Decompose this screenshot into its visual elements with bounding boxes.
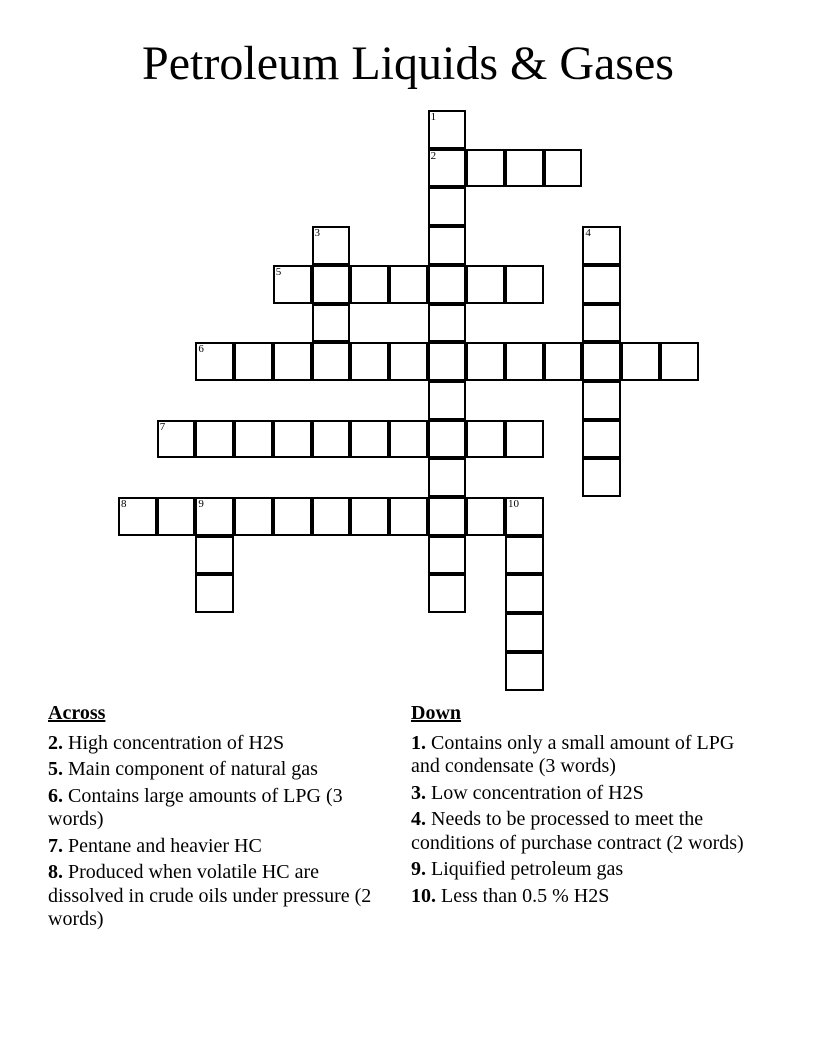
grid-cell[interactable] bbox=[582, 265, 621, 304]
clue-number: 7. bbox=[48, 834, 63, 857]
grid-cell[interactable] bbox=[466, 342, 505, 381]
clue-number: 8. bbox=[48, 861, 63, 883]
across-heading: Across bbox=[48, 702, 106, 724]
grid-cell[interactable] bbox=[157, 497, 196, 536]
grid-cell[interactable] bbox=[466, 420, 505, 459]
grid-cell[interactable] bbox=[428, 304, 467, 343]
grid-cell[interactable] bbox=[118, 497, 157, 536]
grid-cell[interactable] bbox=[582, 381, 621, 420]
grid-cell[interactable] bbox=[660, 342, 699, 381]
clue-text: Contains only a small amount of LPG and condensate (3 words) bbox=[411, 731, 735, 777]
across-clues bbox=[48, 702, 388, 935]
grid-cell[interactable] bbox=[389, 265, 428, 304]
clue-number: 3. bbox=[411, 781, 426, 804]
clue-across-5[interactable] bbox=[48, 758, 388, 782]
clue-text: High concentration of H2S bbox=[68, 731, 285, 754]
grid-cell[interactable] bbox=[505, 613, 544, 652]
clue-down-9[interactable] bbox=[411, 858, 761, 882]
cell-number: 7 bbox=[159, 420, 166, 433]
clue-text: Main component of natural gas bbox=[68, 758, 318, 780]
grid-cell[interactable] bbox=[582, 458, 621, 497]
clue-text: Pentane and heavier HC bbox=[68, 834, 262, 857]
clue-across-6[interactable] bbox=[48, 785, 388, 832]
clue-number: 1. bbox=[411, 731, 426, 754]
clue-number: 10. bbox=[411, 884, 436, 907]
grid-cell[interactable] bbox=[312, 265, 351, 304]
grid-cell[interactable] bbox=[505, 497, 544, 536]
clue-text: Contains large amounts of LPG (3 words) bbox=[48, 784, 343, 830]
clue-down-1[interactable] bbox=[411, 732, 761, 779]
grid-cell[interactable] bbox=[195, 497, 234, 536]
grid-cell[interactable] bbox=[195, 536, 234, 575]
grid-cell[interactable] bbox=[505, 652, 544, 691]
grid-cell[interactable] bbox=[350, 497, 389, 536]
grid-cell[interactable] bbox=[505, 342, 544, 381]
down-clues bbox=[411, 702, 761, 911]
cell-number: 2 bbox=[430, 149, 437, 162]
clue-down-3[interactable] bbox=[411, 782, 761, 806]
grid-cell[interactable] bbox=[273, 265, 312, 304]
grid-cell[interactable] bbox=[428, 458, 467, 497]
cell-number: 6 bbox=[198, 343, 204, 356]
grid-cell[interactable] bbox=[428, 149, 467, 188]
grid-cell[interactable] bbox=[505, 265, 544, 304]
grid-cell[interactable] bbox=[195, 342, 234, 381]
grid-cell[interactable] bbox=[505, 574, 544, 613]
grid-cell[interactable] bbox=[273, 497, 312, 536]
grid-cell[interactable] bbox=[428, 342, 467, 381]
grid-cell[interactable] bbox=[234, 420, 273, 459]
grid-cell[interactable] bbox=[428, 381, 467, 420]
clue-across-2[interactable] bbox=[48, 732, 388, 756]
clue-text: Liquified petroleum gas bbox=[431, 858, 624, 880]
grid-cell[interactable] bbox=[312, 420, 351, 459]
clue-number: 4. bbox=[411, 808, 426, 830]
grid-cell[interactable] bbox=[157, 420, 196, 459]
cell-number: 9 bbox=[198, 498, 204, 510]
clue-across-7[interactable] bbox=[48, 835, 388, 859]
grid-cell[interactable] bbox=[466, 497, 505, 536]
clue-number: 9. bbox=[411, 858, 426, 880]
grid-cell[interactable] bbox=[312, 497, 351, 536]
grid-cell[interactable] bbox=[505, 420, 544, 459]
grid-cell[interactable] bbox=[428, 226, 467, 265]
grid-cell[interactable] bbox=[389, 420, 428, 459]
clue-number: 2. bbox=[48, 731, 63, 754]
clue-number: 5. bbox=[48, 758, 63, 780]
cell-number: 10 bbox=[508, 498, 519, 510]
clue-text: Produced when volatile HC are dissolved in crude oils under pressure (2 words) bbox=[48, 861, 372, 930]
clue-text: Less than 0.5 % H2S bbox=[441, 884, 610, 907]
grid-cell[interactable] bbox=[505, 149, 544, 188]
grid-cell[interactable] bbox=[389, 342, 428, 381]
grid-cell[interactable] bbox=[234, 342, 273, 381]
puzzle-title: Petroleum Liquids & Gases bbox=[142, 37, 674, 90]
grid-cell[interactable] bbox=[428, 574, 467, 613]
grid-cell[interactable] bbox=[350, 420, 389, 459]
grid-cell[interactable] bbox=[428, 187, 467, 226]
grid-cell[interactable] bbox=[273, 420, 312, 459]
grid-cell[interactable] bbox=[621, 342, 660, 381]
clue-number: 6. bbox=[48, 784, 63, 807]
cell-number: 4 bbox=[585, 227, 591, 240]
grid-cell[interactable] bbox=[273, 342, 312, 381]
grid-cell[interactable] bbox=[582, 420, 621, 459]
grid-cell[interactable] bbox=[389, 497, 428, 536]
clue-down-4[interactable] bbox=[411, 808, 761, 855]
grid-cell[interactable] bbox=[428, 536, 467, 575]
grid-cell[interactable] bbox=[582, 342, 621, 381]
grid-cell[interactable] bbox=[350, 342, 389, 381]
cell-number: 8 bbox=[121, 498, 127, 510]
grid-cell[interactable] bbox=[582, 226, 621, 265]
down-heading: Down bbox=[411, 702, 462, 724]
grid-cell[interactable] bbox=[195, 420, 234, 459]
grid-cell[interactable] bbox=[312, 342, 351, 381]
clue-text: Needs to be processed to meet the conditions of purchase contract (2 words) bbox=[411, 808, 744, 854]
cell-number: 5 bbox=[275, 265, 282, 278]
grid-cell[interactable] bbox=[312, 304, 351, 343]
clue-down-10[interactable] bbox=[411, 885, 761, 909]
grid-cell[interactable] bbox=[582, 304, 621, 343]
grid-cell[interactable] bbox=[544, 149, 583, 188]
cell-number: 1 bbox=[430, 111, 437, 123]
grid-cell[interactable] bbox=[505, 536, 544, 575]
cell-number: 3 bbox=[314, 227, 320, 240]
grid-cell[interactable] bbox=[350, 265, 389, 304]
grid-cell[interactable] bbox=[312, 226, 351, 265]
grid-cell[interactable] bbox=[428, 497, 467, 536]
clue-text: Low concentration of H2S bbox=[431, 781, 644, 804]
grid-cell[interactable] bbox=[428, 420, 467, 459]
grid-cell[interactable] bbox=[428, 110, 467, 149]
grid-cell[interactable] bbox=[466, 265, 505, 304]
clue-across-8[interactable] bbox=[48, 861, 388, 932]
grid-cell[interactable] bbox=[234, 497, 273, 536]
grid-cell[interactable] bbox=[428, 265, 467, 304]
grid-cell[interactable] bbox=[466, 149, 505, 188]
grid-cell[interactable] bbox=[544, 342, 583, 381]
grid-cell[interactable] bbox=[195, 574, 234, 613]
